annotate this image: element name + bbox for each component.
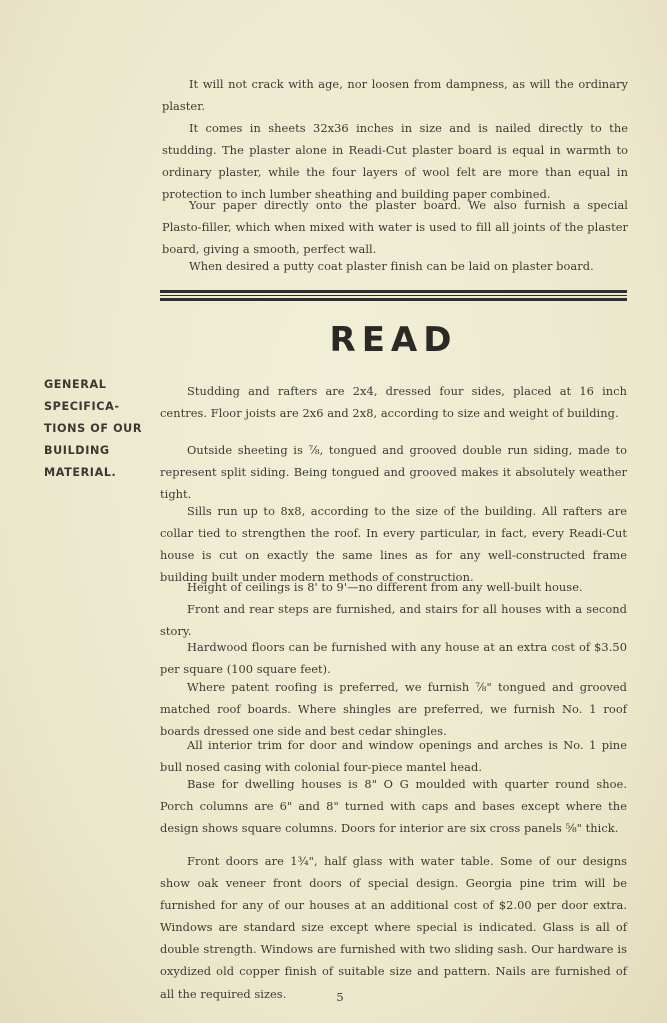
paragraph-interior-trim: All interior trim for door and window openings and arches is No. 1 pine bull nosed casing with colonial four-piece mantel head. xyxy=(160,738,627,775)
side-heading-line: SPECIFICA- xyxy=(44,400,120,414)
divider-rule-thin xyxy=(160,295,627,296)
side-heading-line: MATERIAL. xyxy=(44,466,117,480)
paragraph-crack: It will not crack with age, nor loosen from dampness, as will the ordinary plaster. xyxy=(162,77,628,114)
side-heading-line: TIONS OF OUR xyxy=(44,422,143,436)
divider-rule-thick-lower xyxy=(160,298,627,301)
paragraph-putty-coat: When desired a putty coat plaster finish can be laid on plaster board. xyxy=(189,259,594,273)
paragraph-outside-sheeting: Outside sheeting is ⅞, tongued and grooved double run siding, made to represent split siding. Being tongued and grooved makes it absolutely weather tight. xyxy=(160,443,627,502)
paragraph-front-doors: Front doors are 1¾", half glass with water table. Some of our designs show oak veneer front doors of special design. Georgia pine trim will be furnished for any of our houses at an additional cost of $2.00 per door extra. Windows are standard size except where special is indicated. Glass is all of double strength. Windows are furnished with two sliding sash. Our hardware is oxydized old copper finish of suitable size and pattern. Nails are furnished of all the required sizes. xyxy=(160,854,627,1001)
page-number: 5 xyxy=(336,990,344,1004)
paragraph-steps: Front and rear steps are furnished, and stairs for all houses with a second story. xyxy=(160,602,627,639)
paragraph-sills: Sills run up to 8x8, according to the size of the building. All rafters are collar tied to strengthen the roof. In every particular, in fact, every Readi-Cut house is cut on exactly the same lines as for any well-constructed frame building built under modern methods of construction. xyxy=(160,504,627,585)
side-heading-line: GENERAL xyxy=(44,378,107,391)
paragraph-studding: Studding and rafters are 2x4, dressed four sides, placed at 16 inch centres. Floor joists are 2x6 and 2x8, according to size and weight of building. xyxy=(160,384,627,421)
paragraph-ceilings: Height of ceilings is 8' to 9'—no different from any well-built house. xyxy=(187,580,583,594)
side-heading-general-specifications xyxy=(44,374,162,484)
side-heading-line: BUILDING xyxy=(44,444,110,458)
paragraph-sheets: It comes in sheets 32x36 inches in size and is nailed directly to the studding. The plaster alone in Readi-Cut plaster board is equal in warmth to ordinary plaster, while the four layers of wool felt are more than equal in protection to inch lumber sheathing and building paper combined. xyxy=(162,121,628,202)
paragraph-plasto-filler: Your paper directly onto the plaster board. We also furnish a special Plasto-filler, which when mixed with water is used to fill all joints of the plaster board, giving a smooth, perfect wall. xyxy=(162,198,628,257)
paragraph-base-porch: Base for dwelling houses is 8" O G moulded with quarter round shoe. Porch columns are 6" and 8" turned with caps and bases except where the design shows square columns. Doors for interior are six cross panels ⅝" thick. xyxy=(160,777,627,836)
paragraph-hardwood-floors: Hardwood floors can be furnished with any house at an extra cost of $3.50 per square (100 square feet). xyxy=(160,640,627,677)
paragraph-roofing: Where patent roofing is preferred, we furnish ⅞" tongued and grooved matched roof boards. Where shingles are preferred, we furnish No. 1 roof boards dressed one side and best cedar shingles. xyxy=(160,680,627,739)
divider-rule-thick xyxy=(160,290,627,293)
section-heading: READ xyxy=(329,320,458,360)
